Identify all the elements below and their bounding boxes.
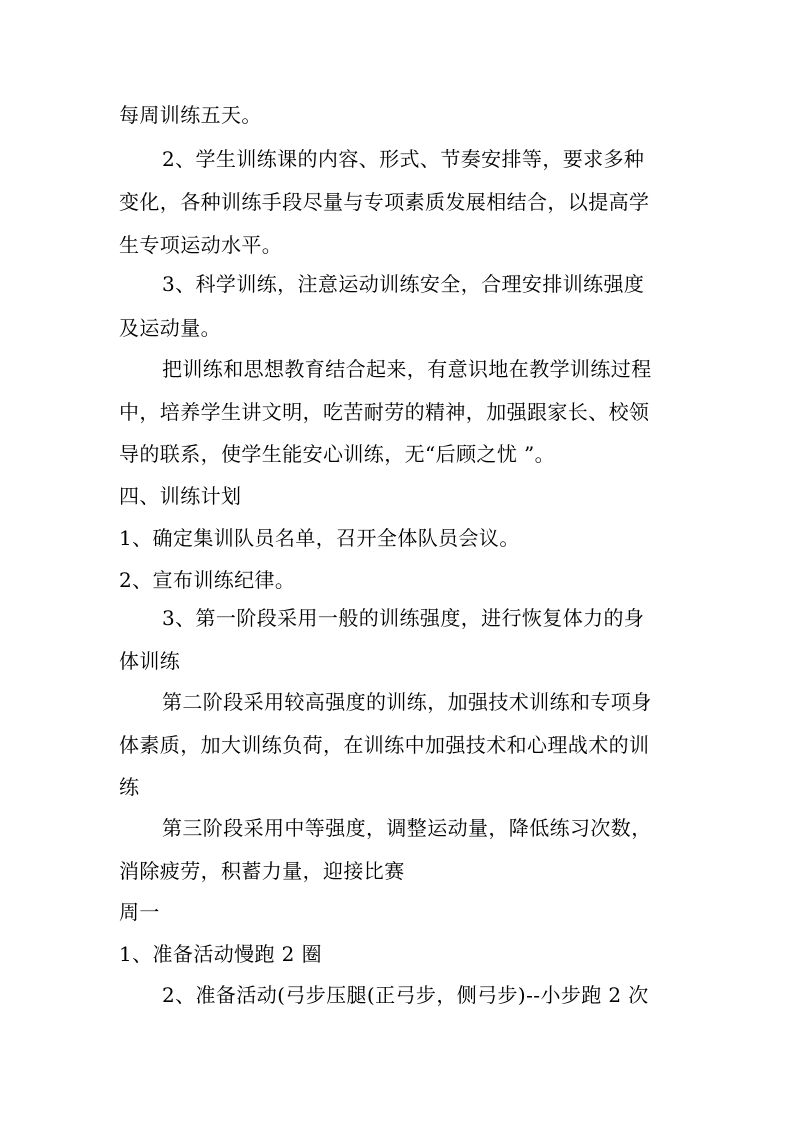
text-line: 2、学生训练课的内容、形式、节奏安排等，要求多种 — [162, 147, 645, 171]
text-line: 变化，各种训练手段尽量与专项素质发展相结合，以提高学 — [119, 190, 650, 214]
text-line: 生专项运动水平。 — [119, 233, 283, 257]
section-heading: 四、训练计划 — [119, 484, 242, 508]
text-line: 2、准备活动(弓步压腿(正弓步，侧弓步)--小步跑 2 次 — [162, 983, 649, 1007]
text-line: 体训练 — [119, 649, 181, 673]
text-line: 每周训练五天。 — [119, 103, 262, 127]
text-line: 3、第一阶段采用一般的训练强度，进行恢复体力的身 — [162, 606, 645, 630]
text-line: 把训练和思想教育结合起来，有意识地在教学训练过程 — [162, 357, 652, 381]
text-line: 3、科学训练，注意运动训练安全，合理安排训练强度 — [162, 272, 645, 296]
text-line: 1、确定集训队员名单，召开全体队员会议。 — [119, 526, 520, 550]
text-line: 中，培养学生讲文明，吃苦耐劳的精神，加强跟家长、校领 — [119, 400, 650, 424]
text-line: 2、宣布训练纪律。 — [119, 568, 296, 592]
text-line: 导的联系，使学生能安心训练，无“后顾之忧 ”。 — [119, 442, 556, 466]
section-heading: 周一 — [119, 900, 160, 924]
text-line: 第二阶段采用较高强度的训练，加强技术训练和专项身 — [162, 690, 652, 714]
text-line: 及运动量。 — [119, 316, 221, 340]
text-line: 消除疲劳，积蓄力量，迎接比赛 — [119, 859, 405, 883]
text-line: 1、准备活动慢跑 2 圈 — [119, 942, 322, 966]
text-line: 第三阶段采用中等强度，调整运动量，降低练习次数， — [162, 816, 652, 840]
text-line: 练 — [119, 775, 140, 799]
text-line: 体素质，加大训练负荷，在训练中加强技术和心理战术的训 — [119, 733, 650, 757]
